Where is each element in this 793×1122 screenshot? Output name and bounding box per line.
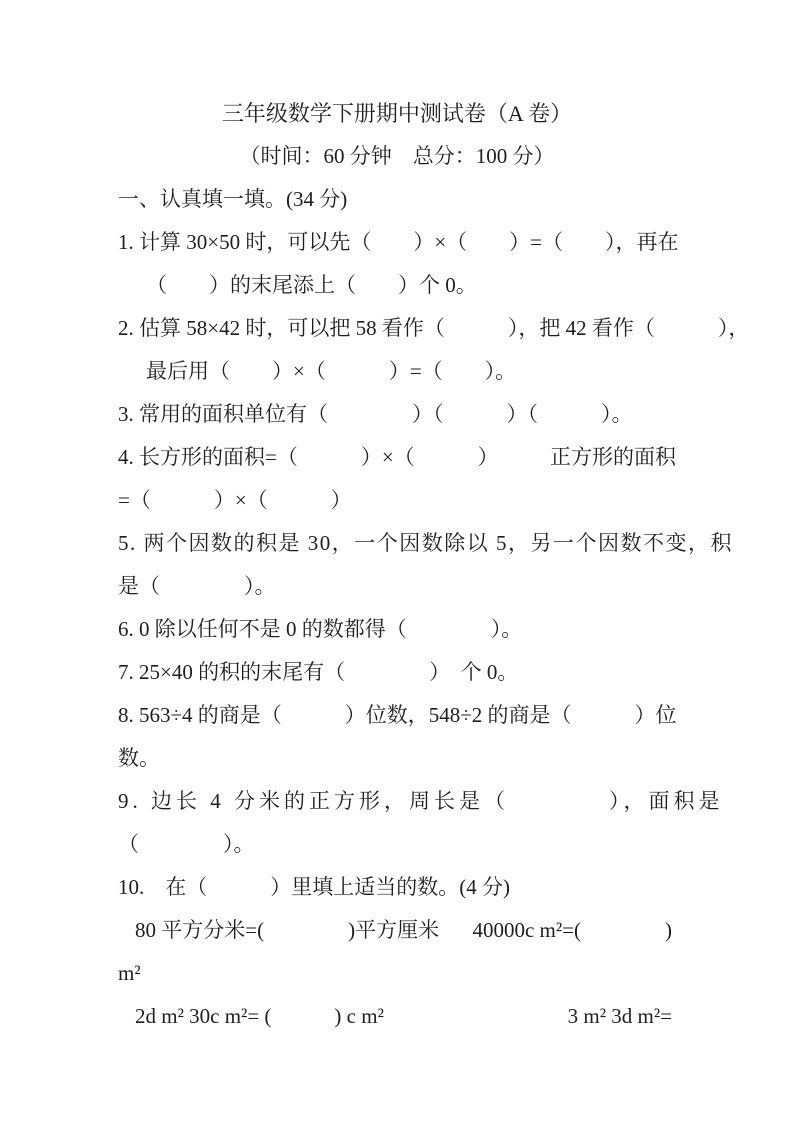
question-1-line-2: （ ）的末尾添上（ ）个 0。: [146, 273, 477, 297]
question-2-line-2: 最后用（ ）×（ ）=（ ）。: [146, 359, 517, 383]
question-3: 3. 常用的面积单位有（ ）（ ）（ ）。: [118, 402, 633, 426]
paper-content: [118, 92, 750, 1038]
question-4-square-area-label: 正方形的面积: [550, 445, 676, 469]
question-5-line-2: 是（ ）。: [118, 574, 276, 598]
question-10-units-line-1: [118, 909, 676, 952]
question-4-line-1: [118, 436, 676, 479]
question-4-rectangle-area: 4. 长方形的面积=（ ）×（ ）: [118, 445, 499, 469]
question-9-line-2: （ ）。: [118, 832, 255, 856]
question-2-line-1: 2. 估算 58×42 时，可以把 58 看作（ ），把 42 看作（ ），: [118, 316, 750, 340]
page-subtitle: （时间：60 分钟 总分：100 分）: [239, 144, 555, 168]
question-7: 7. 25×40 的积的末尾有（ ） 个 0。: [118, 660, 519, 684]
question-10-heading: 10. 在（ ）里填上适当的数。(4 分): [118, 875, 510, 899]
unit-conversion-3m2-3dm2: 3 m² 3d m²=: [567, 1004, 672, 1028]
question-10-units-line-2: [118, 995, 676, 1038]
question-9-line-1: 9. 边长 4 分米的正方形，周长是（ ），面积是: [118, 789, 724, 813]
question-8-line-1: 8. 563÷4 的商是（ ）位数，548÷2 的商是（ ）位: [118, 703, 677, 727]
question-8-line-2: 数。: [118, 746, 160, 770]
unit-conversion-m2-wrap: m²: [118, 961, 141, 985]
question-4-line-2: =（ ）×（ ）: [118, 488, 352, 512]
unit-conversion-40000cm2: 40000c m²=( ): [472, 918, 672, 942]
section-1-heading: 一、认真填一填。(34 分): [118, 187, 348, 211]
unit-conversion-2dm2-30cm2: 2d m² 30c m²= ( ) c m²: [135, 1004, 384, 1028]
question-5-line-1: 5. 两个因数的积是 30，一个因数除以 5，另一个因数不变，积: [118, 531, 733, 555]
page-title: 三年级数学下册期中测试卷（A 卷）: [221, 101, 573, 126]
question-1-line-1: 1. 计算 30×50 时，可以先（ ）×（ ）=（ ），再在: [118, 230, 679, 254]
question-6: 6. 0 除以任何不是 0 的数都得（ ）。: [118, 617, 523, 641]
unit-conversion-sq-decimeter: 80 平方分米=( )平方厘米: [135, 918, 440, 942]
